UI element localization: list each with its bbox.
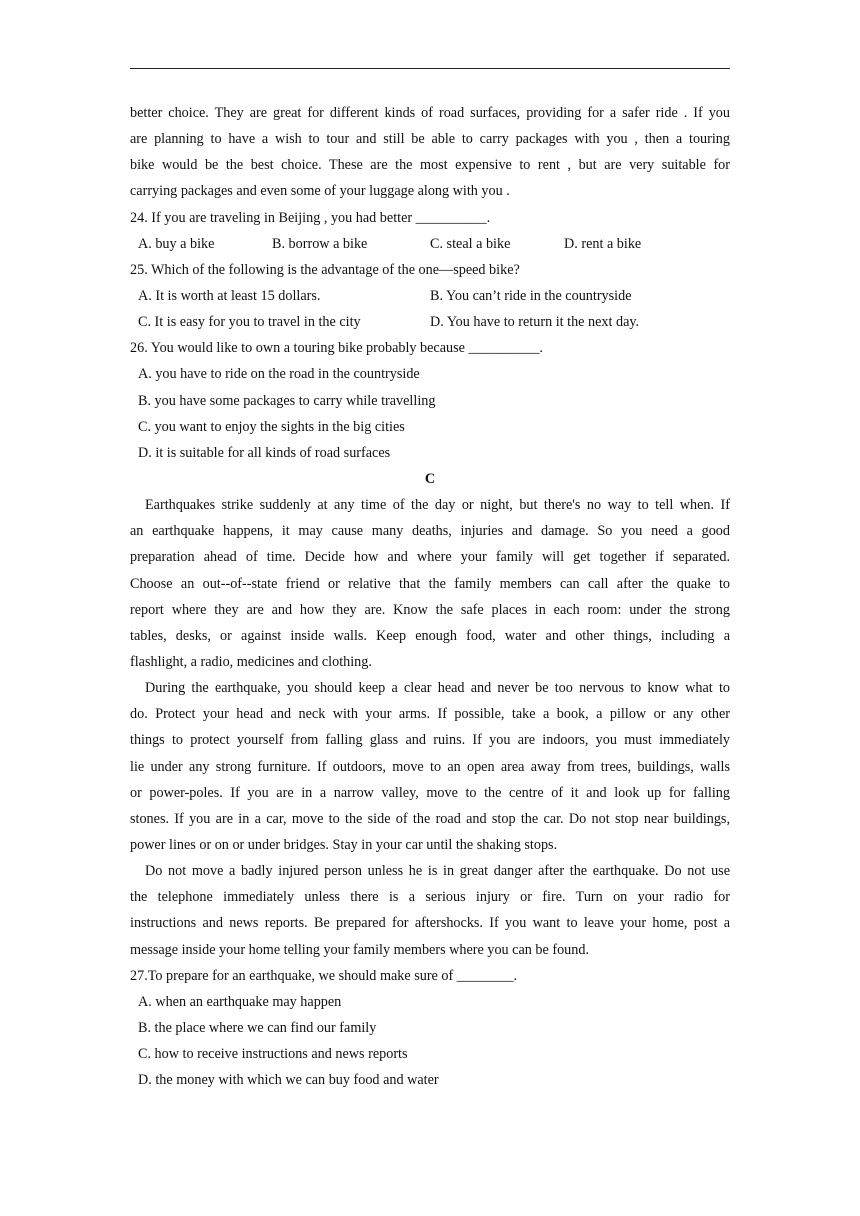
paragraph-line: things to protect yourself from falling glass and ruins. If you are indoors, you must immediately (130, 732, 730, 749)
option-c: C. steal a bike (430, 235, 511, 252)
header-rule (130, 68, 730, 69)
paragraph-line: better choice. They are great for different kinds of road surfaces, providing for a safer ride . If you (130, 105, 730, 121)
paragraph-line: bike would be the best choice. These are the most expensive to rent , but are very suitable for (130, 157, 730, 174)
question-options (130, 231, 730, 257)
option-b: B. you have some packages to carry while travelling (138, 392, 436, 409)
question-stem: 26. You would like to own a touring bike probably because __________. (130, 340, 543, 357)
paragraph-line: lie under any strong furniture. If outdoors, move to an open area away from trees, buildings, walls (130, 758, 730, 775)
paragraph-line: power lines or on or under bridges. Stay in your car until the shaking stops. (130, 836, 558, 853)
option-d: D. it is suitable for all kinds of road surfaces (138, 444, 391, 461)
question-stem: 25. Which of the following is the advantage of the one—speed bike? (130, 261, 520, 278)
question-options-row (130, 283, 730, 309)
passage-c (130, 492, 730, 963)
question-stem: 24. If you are traveling in Beijing , you had better __________. (130, 209, 491, 226)
paragraph-line: Choose an out--of--state friend or relative that the family members can call after the quake to (130, 575, 730, 592)
paragraph-2 (130, 675, 730, 858)
paragraph-line: tables, desks, or against inside walls. Keep enough food, water and other things, including a (130, 627, 730, 644)
option-d: D. the money with which we can buy food and water (138, 1072, 439, 1089)
paragraph-line: do. Protect your head and neck with your arms. If possible, take a book, a pillow or any other (130, 706, 730, 723)
option-c: C. how to receive instructions and news reports (138, 1046, 408, 1063)
question-27 (130, 963, 730, 1094)
question-stem: 27.To prepare for an earthquake, we should make sure of ________. (130, 967, 518, 984)
question-24 (130, 205, 730, 257)
paragraph-line: or power-poles. If you are in a narrow valley, move to the centre of it and look up for falling (130, 784, 730, 801)
option-a: A. It is worth at least 15 dollars. (138, 287, 321, 304)
question-26 (130, 335, 730, 466)
paragraph-line: message inside your home telling your family members where you can be found. (130, 941, 590, 958)
paragraph-line: are planning to have a wish to tour and still be able to carry packages with you , then a touring (130, 131, 730, 148)
section-heading: C (424, 470, 436, 487)
paragraph-3 (130, 858, 730, 963)
paragraph-line: the telephone immediately unless there is a serious injury or fire. Turn on your radio for (130, 889, 730, 906)
option-b: B. You can’t ride in the countryside (430, 287, 632, 304)
option-d: D. You have to return it the next day. (430, 314, 640, 331)
paragraph-line: report where they are and how they are. Know the safe places in each room: under the strong (130, 601, 730, 618)
option-c: C. you want to enjoy the sights in the big cities (138, 418, 405, 435)
option-a: A. you have to ride on the road in the countryside (138, 366, 420, 383)
paragraph-line: carrying packages and even some of your luggage along with you . (130, 183, 510, 200)
paragraph-line: an earthquake happens, it may cause many deaths, injuries and damage. So you need a good (130, 523, 730, 540)
paragraph-line: preparation ahead of time. Decide how and where your family will get together if separated. (130, 549, 730, 566)
paragraph-line: flashlight, a radio, medicines and clothing. (130, 653, 372, 670)
option-d: D. rent a bike (564, 235, 642, 252)
paragraph-line: Earthquakes strike suddenly at any time of the day or night, but there's no way to tell when. If (145, 497, 730, 514)
paragraph-line: stones. If you are in a car, move to the side of the road and stop the car. Do not stop near buildings, (130, 810, 730, 827)
paragraph-1 (130, 492, 730, 675)
question-25 (130, 257, 730, 335)
option-b: B. borrow a bike (272, 235, 368, 252)
passage-b-continuation (130, 100, 730, 205)
option-a: A. when an earthquake may happen (138, 993, 342, 1010)
option-a: A. buy a bike (138, 235, 215, 252)
option-c: C. It is easy for you to travel in the city (138, 314, 361, 331)
paragraph-line: instructions and news reports. Be prepared for aftershocks. If you want to leave your home, post a (130, 915, 730, 932)
option-b: B. the place where we can find our family (138, 1019, 377, 1036)
question-options-row (130, 309, 730, 335)
paragraph-line: During the earthquake, you should keep a clear head and never be too nervous to know what to (145, 680, 730, 697)
paragraph-line: Do not move a badly injured person unless he is in great danger after the earthquake. Do not use (145, 863, 730, 880)
document-body (130, 100, 730, 1093)
